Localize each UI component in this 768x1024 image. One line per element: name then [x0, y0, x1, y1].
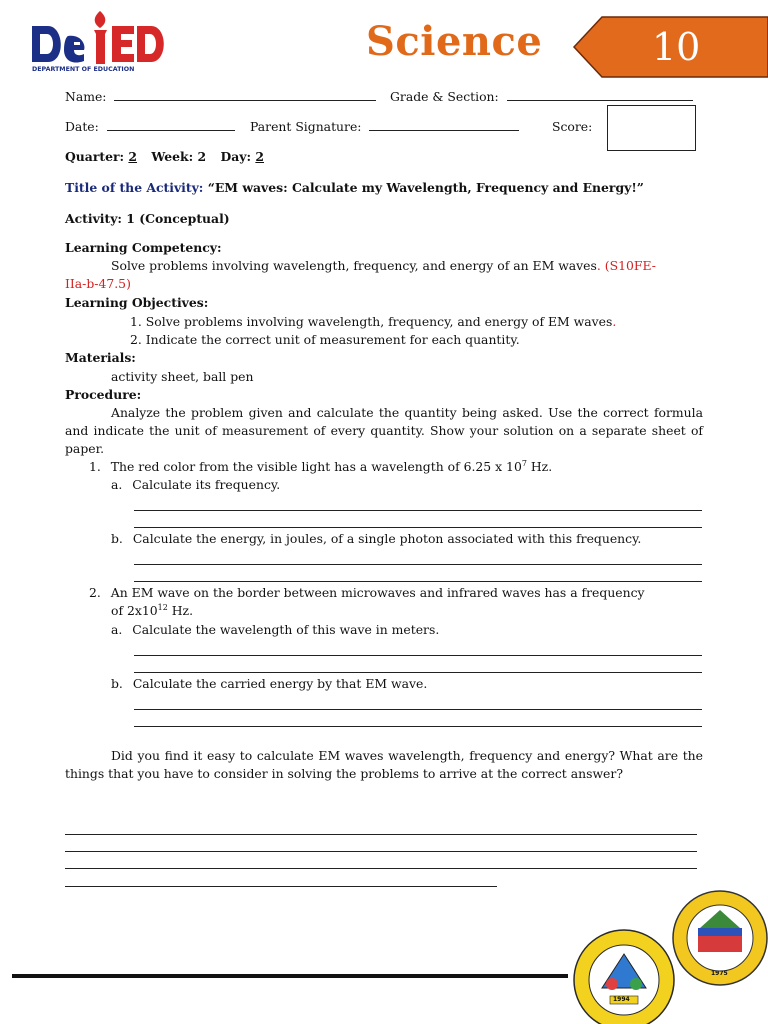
sub-text: Calculate the energy, in joules, of a single photon associated with this frequency.: [132, 531, 642, 546]
sub-label: a.: [111, 477, 123, 492]
left-seal-graphic: [572, 924, 676, 1024]
answer-line[interactable]: [134, 564, 702, 565]
question-text-end: Hz.: [526, 459, 553, 474]
score-label: Score:: [552, 119, 593, 134]
competency-heading: Learning Competency:: [65, 240, 222, 255]
deped-subtitle: DEPARTMENT OF EDUCATION: [32, 66, 135, 73]
sub-label: b.: [111, 676, 123, 691]
week-label: Week:: [151, 149, 194, 164]
quarter-value: 2: [128, 149, 138, 164]
activity-line: Activity: 1 (Conceptual): [65, 211, 230, 226]
competency-text: Solve problems involving wavelength, frequency, and energy of an EM waves: [111, 258, 597, 273]
objective-num: 1.: [130, 314, 142, 329]
objectives-heading: Learning Objectives:: [65, 295, 209, 310]
left-seal: [572, 924, 676, 1024]
grade-section-label: Grade & Section:: [390, 89, 499, 104]
footer-rule: [12, 974, 568, 978]
question-2-cont: [111, 602, 193, 620]
competency-code-end: IIa-b-47.5): [65, 276, 131, 291]
answer-line[interactable]: [134, 510, 702, 511]
procedure-intro: Analyze the problem given and calculate the quantity being asked. Use the correct formula and indicate the unit of measurement of every quantity. Show your solution on a separate sheet of paper.: [65, 405, 703, 456]
parent-signature-field[interactable]: [369, 118, 519, 131]
competency-text-row: [111, 257, 656, 275]
sub-label: b.: [111, 531, 123, 546]
question-1: [89, 458, 552, 476]
grade-number: 10: [652, 25, 701, 69]
question-number: 2.: [89, 585, 101, 600]
question-2: [89, 584, 645, 602]
reflection-line[interactable]: [65, 886, 497, 887]
quarter-label: Quarter:: [65, 149, 125, 164]
sub-text: Calculate the carried energy by that EM wave.: [132, 676, 428, 691]
reflection-text: Did you find it easy to calculate EM waves wavelength, frequency and energy? What are the things that you have to consider in solving the problems to arrive at the correct answer?: [65, 748, 703, 781]
competency-code-start: . (S10FE-: [596, 258, 656, 273]
date-field[interactable]: [107, 118, 235, 131]
question-exponent: 7: [521, 458, 527, 468]
objective-text: Indicate the correct unit of measurement for each quantity.: [145, 332, 520, 347]
deped-logo: [30, 8, 170, 78]
name-label: Name:: [65, 89, 107, 104]
day-value: 2: [255, 149, 264, 164]
materials-text: activity sheet, ball pen: [111, 369, 254, 384]
score-box[interactable]: [607, 105, 696, 151]
question-1a: [111, 476, 280, 494]
name-field[interactable]: [114, 88, 376, 101]
week-value: 2: [197, 149, 207, 164]
question-exponent: 12: [157, 602, 168, 612]
objective-text: Solve problems involving wavelength, frequency, and energy of EM waves: [145, 314, 613, 329]
objective-item: [130, 331, 520, 349]
parent-signature-label: Parent Signature:: [250, 119, 362, 134]
objective-num: 2.: [130, 332, 142, 347]
answer-line[interactable]: [134, 655, 702, 656]
answer-line[interactable]: [134, 726, 702, 727]
left-seal-year: 1994: [613, 996, 630, 1003]
activity-title-value: “EM waves: Calculate my Wavelength, Frequency and Energy!”: [207, 180, 644, 195]
answer-line[interactable]: [134, 709, 702, 710]
question-1b: [111, 530, 641, 548]
right-seal: [668, 888, 768, 988]
question-text: The red color from the visible light has a wavelength of 6.25 x 10: [110, 459, 522, 474]
grade-badge: [572, 16, 768, 78]
question-text: of 2x10: [111, 603, 158, 618]
activity-title-label: Title of the Activity:: [65, 180, 204, 195]
materials-heading: Materials:: [65, 350, 136, 365]
sub-text: Calculate the wavelength of this wave in meters.: [132, 622, 440, 637]
quarter-week-day-row: [65, 148, 264, 166]
grade-section-row: [390, 88, 693, 106]
answer-line[interactable]: [134, 527, 702, 528]
answer-line[interactable]: [134, 581, 702, 582]
reflection-line[interactable]: [65, 868, 697, 869]
question-2a: [111, 621, 439, 639]
grade-section-field[interactable]: [507, 88, 693, 101]
objective-suffix: .: [612, 314, 617, 329]
procedure-heading: Procedure:: [65, 387, 142, 402]
name-row: [65, 88, 376, 106]
parent-signature-row: [250, 118, 519, 136]
subject-title: Science: [366, 18, 543, 65]
reflection-line[interactable]: [65, 834, 697, 835]
answer-line[interactable]: [134, 672, 702, 673]
sub-text: Calculate its frequency.: [132, 477, 281, 492]
question-text-end: Hz.: [167, 603, 194, 618]
date-row: [65, 118, 235, 136]
activity-title-row: [65, 179, 644, 197]
question-number: 1.: [89, 459, 101, 474]
sub-label: a.: [111, 622, 123, 637]
reflection-line[interactable]: [65, 851, 697, 852]
day-label: Day:: [220, 149, 252, 164]
question-2b: [111, 675, 427, 693]
date-label: Date:: [65, 119, 99, 134]
right-seal-year: 1975: [711, 970, 728, 977]
objective-item: [130, 313, 616, 331]
question-text: An EM wave on the border between microwaves and infrared waves has a frequency: [110, 585, 645, 600]
